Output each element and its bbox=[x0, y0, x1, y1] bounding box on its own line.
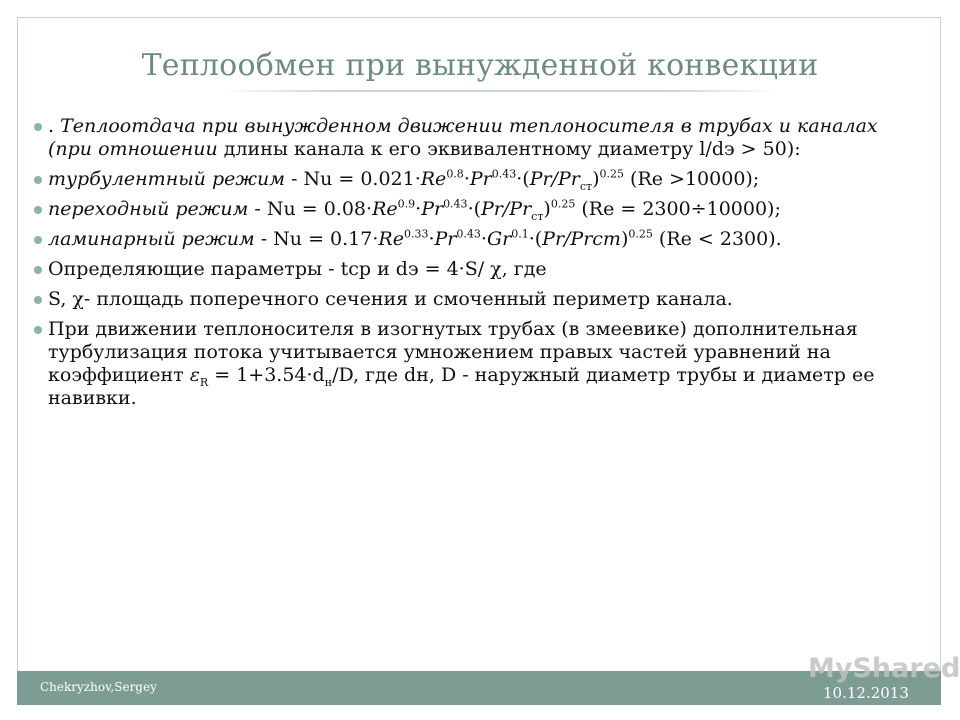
turbulent-label: турбулентный режим bbox=[48, 168, 285, 190]
exponent: 0.43 bbox=[491, 167, 517, 181]
bullet-item-intro bbox=[34, 115, 914, 161]
formula-part: · bbox=[480, 228, 487, 250]
re-symbol: Re bbox=[420, 168, 447, 190]
bullet-icon bbox=[34, 296, 42, 304]
bullet-icon bbox=[34, 176, 42, 184]
footer-author: Chekryzhov,Sergey bbox=[40, 680, 157, 694]
bullet-icon bbox=[34, 236, 42, 244]
exponent: 0.33 bbox=[403, 227, 429, 241]
formula-part: · bbox=[463, 168, 470, 190]
pr-symbol: Pr bbox=[469, 168, 492, 190]
slide-title: Теплообмен при вынужденной конвекции bbox=[141, 48, 819, 83]
exponent: 0.25 bbox=[550, 197, 576, 211]
watermark-logo: MyShared bbox=[808, 653, 960, 684]
epsilon-symbol: ε bbox=[189, 364, 200, 386]
re-symbol: Re bbox=[378, 228, 404, 250]
exponent: 0.43 bbox=[443, 197, 468, 211]
bullet-item-coil bbox=[34, 318, 914, 410]
coil-formula: = 1+3.54·d bbox=[208, 364, 325, 386]
subscript: ст bbox=[531, 209, 544, 223]
exponent: 0.8 bbox=[446, 167, 464, 181]
formula-part: - Nu = 0.08· bbox=[248, 198, 373, 220]
formula-part: ·( bbox=[528, 228, 543, 250]
intro-text-rest: длины канала к его эквивалентному диаметру l/dэ > 50): bbox=[223, 138, 801, 160]
formula-part: ·( bbox=[467, 198, 482, 220]
exponent: 0.1 bbox=[511, 227, 529, 241]
slide-content bbox=[34, 115, 914, 417]
transitional-label: переходный режим bbox=[48, 198, 249, 220]
pr-ratio: Pr/Prст bbox=[542, 228, 621, 250]
exponent: 0.43 bbox=[456, 227, 481, 241]
formula-part: ) bbox=[620, 228, 629, 250]
subscript: н bbox=[324, 375, 333, 389]
definitions-text: S, χ- площадь поперечного сечения и смоченный периметр канала. bbox=[48, 288, 733, 310]
formula-condition: (Re = 2300÷10000); bbox=[575, 198, 781, 220]
bullet-item-turbulent bbox=[34, 168, 914, 191]
bullet-icon bbox=[34, 326, 42, 334]
subscript: R bbox=[199, 375, 209, 389]
bullet-item-parameters bbox=[34, 258, 914, 281]
re-symbol: Re bbox=[372, 198, 398, 220]
bullet-icon bbox=[34, 266, 42, 274]
bullet-item-definitions bbox=[34, 288, 914, 311]
gr-symbol: Gr bbox=[486, 228, 512, 250]
intro-text-italic: . Теплоотдача при вынужденном движении теплоносителя в трубах и каналах (при отношении bbox=[48, 115, 878, 160]
formula-part: · bbox=[428, 228, 435, 250]
bullet-icon bbox=[34, 123, 42, 131]
footer-date: 10.12.2013 bbox=[823, 684, 909, 702]
pr-symbol: Pr bbox=[434, 228, 457, 250]
exponent: 0.9 bbox=[397, 197, 416, 211]
formula-part: · bbox=[415, 198, 422, 220]
coil-text: При движении теплоносителя в изогнутых трубах (в змеевике) дополнительная турбулизация потока учитывается умножением правых частей уравнений на коэффициент bbox=[48, 318, 858, 386]
formula-part: ·( bbox=[516, 168, 530, 190]
bullet-item-laminar bbox=[34, 228, 914, 251]
pr-ratio: Pr/Pr bbox=[481, 198, 532, 220]
laminar-label: ламинарный режим bbox=[48, 228, 255, 250]
parameters-text: Определяющие параметры - tср и dэ = 4·S/ χ, где bbox=[48, 258, 547, 280]
title-divider bbox=[220, 90, 780, 92]
exponent: 0.25 bbox=[599, 167, 624, 181]
coil-text-end: /D, где dн, D - наружный диаметр трубы и диаметр ее навивки. bbox=[48, 364, 875, 409]
subscript: ст bbox=[579, 179, 593, 193]
formula-part: ) bbox=[592, 168, 600, 190]
pr-symbol: Pr bbox=[421, 198, 444, 220]
exponent: 0.25 bbox=[628, 227, 653, 241]
pr-ratio: Pr/Pr bbox=[529, 168, 580, 190]
bullet-icon bbox=[34, 206, 42, 214]
formula-part: - Nu = 0.021· bbox=[284, 168, 421, 190]
bullet-item-transitional bbox=[34, 198, 914, 221]
formula-condition: (Re >10000); bbox=[624, 168, 760, 190]
formula-part: - Nu = 0.17· bbox=[254, 228, 379, 250]
formula-condition: (Re < 2300). bbox=[652, 228, 782, 250]
formula-part: ) bbox=[543, 198, 551, 220]
